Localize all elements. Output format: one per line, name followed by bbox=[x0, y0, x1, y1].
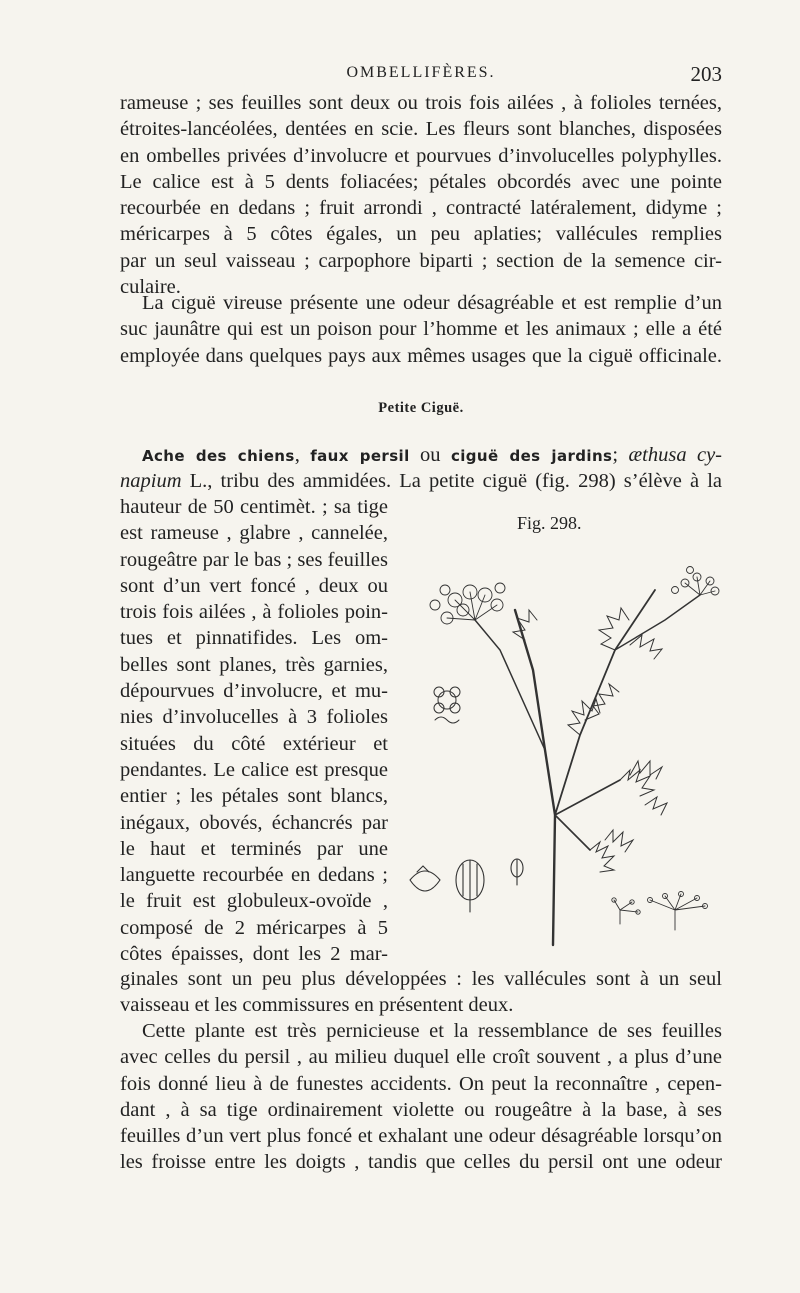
text-line bbox=[120, 468, 722, 494]
text-line: Cette plante est très pernicieuse et la ressemblance de ses feuilles bbox=[142, 1020, 722, 1042]
running-head bbox=[120, 62, 722, 90]
text-line: en ombelles privées d’involucre et pourvues d’involucelles polyphylles. bbox=[120, 144, 722, 167]
text-line: La ciguë vireuse présente une odeur désagréable et est remplie d’un bbox=[142, 292, 722, 314]
common-names bbox=[120, 442, 722, 495]
text-line: entier ; les pétales sont blancs, bbox=[120, 785, 388, 808]
text-line: culaire. bbox=[120, 276, 181, 299]
text-line: hauteur de 50 centimèt. ; sa tige bbox=[120, 496, 388, 518]
text-line: feuilles d’un vert plus foncé et exhalant une odeur désagréable lorsqu’on bbox=[120, 1125, 722, 1148]
text-line: inégaux, obovés, échancrés par bbox=[120, 811, 388, 834]
text-line: belles sont planes, très garnies, bbox=[120, 653, 388, 676]
name-1: Ache des chiens bbox=[142, 447, 295, 465]
name-2: faux persil bbox=[310, 447, 410, 465]
text-line: trois fois ailées , à folioles poin- bbox=[120, 601, 388, 624]
latin-name-part-2: napium bbox=[120, 470, 182, 493]
running-title: OMBELLIFÈRES. bbox=[346, 64, 496, 81]
text-line: pendantes. Le calice est presque bbox=[120, 758, 388, 781]
text-line: employée dans quelques pays aux mêmes usages que la ciguë officinale. bbox=[120, 344, 722, 367]
text-rest: L., tribu des ammidées. La petite ciguë (fig. 298) s’élève à la bbox=[181, 470, 722, 493]
text-line: les froisse entre les doigts , tandis que celles du persil ont une odeur bbox=[120, 1151, 722, 1174]
plant-illustration bbox=[405, 550, 725, 955]
text-line: situées du côté extérieur et bbox=[120, 732, 388, 755]
text-line: Le calice est à 5 dents foliacées; pétales obcordés avec une pointe bbox=[120, 170, 722, 193]
text-line: recourbée en dedans ; fruit arrondi , contracté latéralement, didyme ; bbox=[120, 197, 722, 220]
text-line: sont d’un vert foncé , deux ou bbox=[120, 574, 388, 597]
continuation bbox=[120, 966, 722, 1019]
page-number: 203 bbox=[690, 62, 722, 86]
text-line: méricarpes à 5 côtes égales, un peu aplaties; vallécules remplies bbox=[120, 223, 722, 246]
text-line: nies d’involucelles à 3 folioles bbox=[120, 706, 388, 729]
text-line: avec celles du persil , au milieu duquel elle croît souvent , a plus d’une bbox=[120, 1046, 722, 1069]
text-line: composé de 2 méricarpes à 5 bbox=[120, 916, 388, 939]
text-line: rameuse ; ses feuilles sont deux ou trois fois ailées , à folioles ternées, bbox=[120, 92, 722, 114]
text-line: tues et pinnatifides. Les om- bbox=[120, 627, 388, 650]
text-line: le haut et terminés par une bbox=[120, 837, 388, 860]
text-line: le fruit est globuleux-ovoïde , bbox=[120, 890, 388, 913]
text-line: rougeâtre par le bas ; ses feuilles bbox=[120, 548, 388, 571]
sep: , bbox=[294, 444, 311, 466]
text-line: vaisseau et les commissures en présentent deux. bbox=[120, 994, 514, 1017]
text-line: côtes épaisses, dont les 2 mar- bbox=[120, 943, 388, 966]
text-line: étroites-lancéolées, dentées en scie. Les fleurs sont blanches, disposées bbox=[120, 118, 722, 141]
paragraph-2 bbox=[120, 290, 722, 369]
paragraph-3 bbox=[120, 1018, 722, 1176]
text-line: fois donné lieu à de funestes accidents. On peut la reconnaître , cepen- bbox=[120, 1072, 722, 1095]
text-line: est rameuse , glabre , cannelée, bbox=[120, 522, 388, 545]
text-line: dépourvues d’involucre, et mu- bbox=[120, 680, 388, 703]
figure-caption: Fig. 298. bbox=[517, 513, 582, 533]
text-line: par un seul vaisseau ; carpophore biparti ; section de la semence cir- bbox=[120, 249, 722, 272]
text-line: suc jaunâtre qui est un poison pour l’homme et les animaux ; elle a été bbox=[120, 318, 722, 341]
paragraph-1 bbox=[120, 90, 722, 300]
text-line: languette recourbée en dedans ; bbox=[120, 864, 388, 887]
sep: ; bbox=[612, 444, 629, 466]
text-line: ginales sont un peu plus développées : les vallécules sont à un seul bbox=[120, 968, 722, 990]
latin-name-part-1: æthusa cy- bbox=[628, 444, 722, 466]
name-3: ciguë des jardins bbox=[450, 447, 613, 465]
section-heading: Petite Ciguë. bbox=[378, 400, 464, 416]
names-line bbox=[120, 442, 722, 468]
figure-298 bbox=[405, 505, 725, 955]
text-line: dant , à sa tige ordinairement violette ou rougeâtre à la base, à ses bbox=[120, 1098, 722, 1121]
narrow-column bbox=[120, 494, 388, 967]
sep: ou bbox=[409, 444, 451, 466]
